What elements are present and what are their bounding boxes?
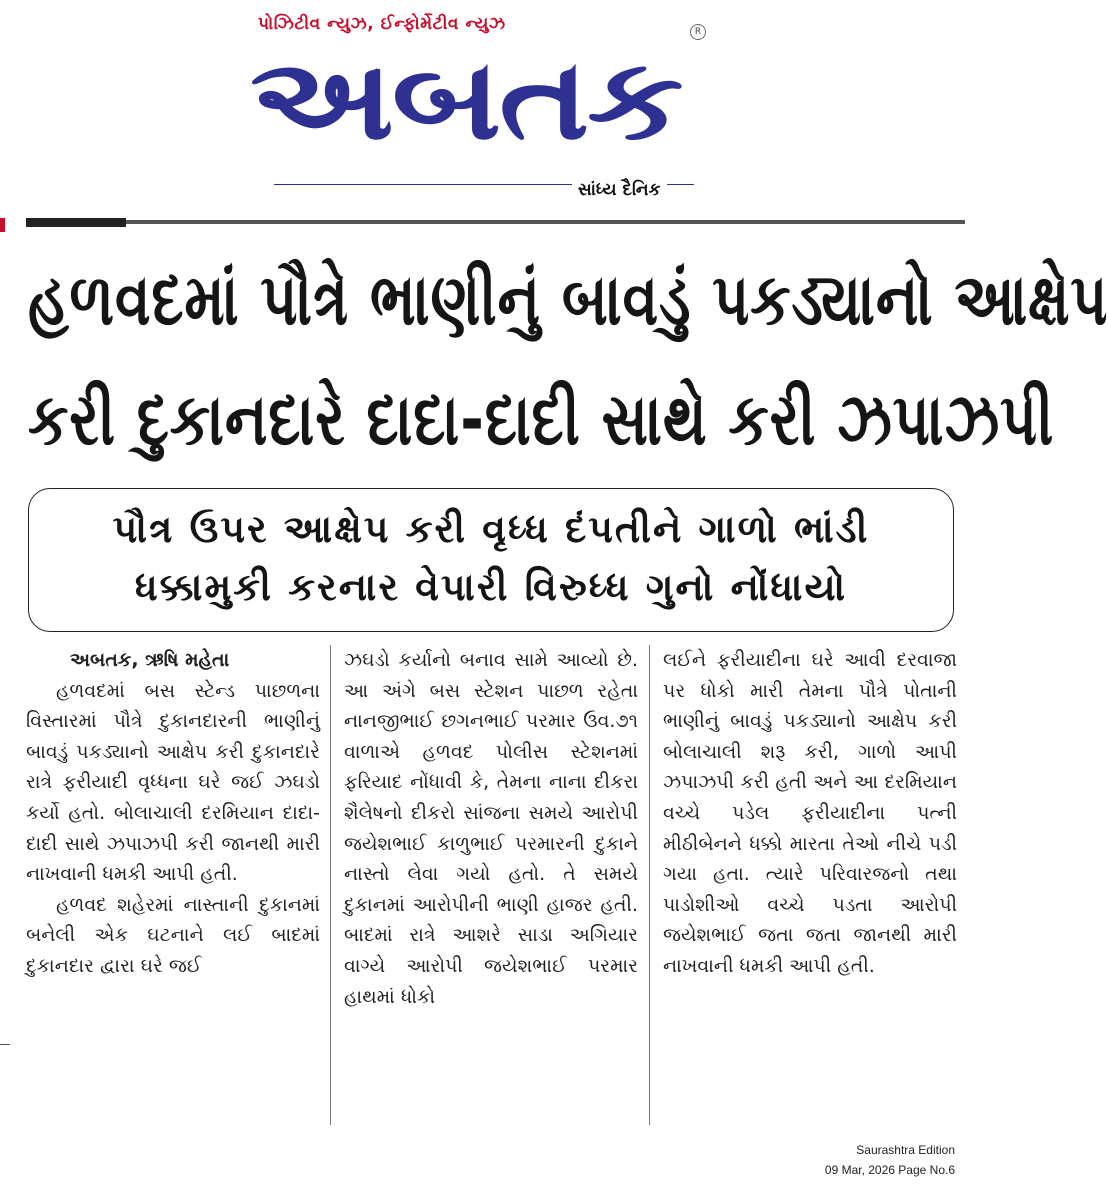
edition-label: Saurashtra Edition: [856, 1143, 955, 1157]
column-divider: [330, 645, 331, 1125]
article-byline: અબતક, ઋષિ મહેતા: [70, 649, 230, 671]
article-column-1: [26, 645, 320, 982]
page-edge-dash: [0, 1044, 10, 1045]
newspaper-logo: અબતક: [250, 35, 682, 165]
headline-line-1: હળવદમાં પૌત્રે ભાણીનું બાવડું પકડ્યાનો આક્ષેપ: [28, 258, 1108, 342]
article-paragraph: હળવદ શહેરમાં નાસ્તાની દુકાનમાં બનેલી એક ઘટનાને લઈ બાદમાં દુકાનદાર દ્વારા ઘરે જઈ: [26, 893, 320, 977]
date-page-label: 09 Mar, 2026 Page No.6: [824, 1163, 955, 1177]
article-column-3: [663, 645, 957, 982]
top-divider: [26, 220, 965, 224]
masthead-subtitle: સાંધ્ય દૈનિક: [572, 180, 667, 200]
page-footer: [825, 1140, 955, 1180]
masthead-tagline: પોઝિટીવ ન્યુઝ, ઈન્ફોર્મેટીવ ન્યુઝ: [258, 14, 506, 34]
masthead: [250, 14, 720, 204]
top-divider-accent: [26, 218, 126, 227]
headline-line-2: કરી દુકાનદારે દાદા-દાદી સાથે કરી ઝપાઝપી: [28, 378, 1055, 462]
subheadline-box: [28, 488, 954, 632]
article-paragraph: હળવદમાં બસ સ્ટેન્ડ પાછળના વિસ્તારમાં પૌત્રે દુકાનદારની ભાણીનું બાવડું પકડ્યાનો આક્ષેપ કરી દુકાનદારે રાત્રે ફરીયાદી વૃધ્ધના ઘરે જઈ ઝઘડો કર્યો હતો. બોલાચાલી દરમિયાન દાદા-દાદી સાથે ઝપાઝપી કરી જાનથી મારી નાખવાની ધમકી આપી હતી.: [26, 679, 320, 886]
article-paragraph: લઈને ફરીયાદીના ઘરે આવી દરવાજા પર ધોકો મારી તેમના પૌત્રે પોતાની ભાણીનું બાવડું પકડ્યાનો આક્ષેપ કરી બોલાચાલી શરૂ કરી, ગાળો આપી ઝપાઝપી કરી હતી અને આ દરમિયાન વચ્ચે પડેલ ફરીયાદીના પત્ની મીઠીબેનને ધક્કો મારતા તેઓ નીચે પડી ગયા હતા. ત્યારે પરિવારજનો તથા પાડોશીઓ વચ્ચે પડતા આરોપી જયેશભાઈ જતા જતા જાનથી મારી નાખવાની ધમકી આપી હતી.: [663, 649, 957, 977]
registered-mark-icon: R: [690, 24, 706, 40]
article-paragraph: ઝઘડો કર્યાનો બનાવ સામે આવ્યો છે. આ અંગે બસ સ્ટેશન પાછળ રહેતા નાનજીભાઈ છગનભાઈ પરમાર ઉવ.૭૧ વાળાએ હળવદ પોલીસ સ્ટેશનમાં ફરિયાદ નોંધાવી કે, તેમના નાના દીકરા શૈલેષનો દીકરો સાંજના સમયે આરોપી જયેશભાઈ કાળુભાઈ પરમારની દુકાને નાસ્તો લેવા ગયો હતો. તે સમયે દુકાનમાં આરોપીની ભાણી હાજર હતી. બાદમાં રાત્રે આશરે સાડા અગિયાર વાગ્યે આરોપી જયેશભાઈ પરમાર હાથમાં ધોકો: [344, 649, 638, 1008]
subheadline-line-1: પૌત્ર ઉપર આક્ષેપ કરી વૃધ્ધ દંપતીને ગાળો ભાંડી: [112, 507, 870, 551]
subheadline-line-2: ધક્કામુકી કરનાર વેપારી વિરુધ્ધ ગુનો નોંધાયો: [134, 565, 848, 609]
article-column-2: [344, 645, 638, 1012]
column-divider: [649, 645, 650, 1125]
page-edge-mark: [0, 218, 5, 232]
